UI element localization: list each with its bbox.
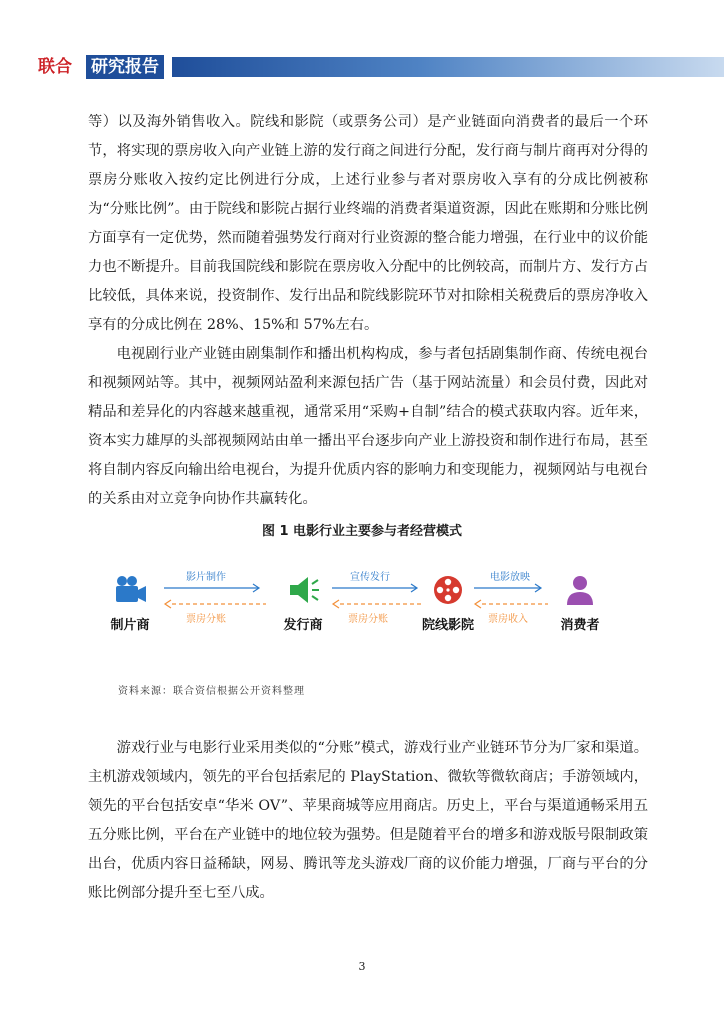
paragraph-film-revenue: 等）以及海外销售收入。院线和影院（或票务公司）是产业链面向消费者的最后一个环节，将实现的票房收入向产业链上游的发行商之间进行分配，发行商与制片商再对分得的票房分账收入按约定比例进行分成，上述行业参与者对票房收入享有的分成比例被称为“分账比例”。由于院线和影院占据行业终端的消费者渠道资源，因此在账期和分账比例方面享有一定优势，然而随着强势发行商对行业资源的整合能力增强，在行业中的议价能力也不断提升。目前我国院线和影院在票房收入分配中的比例较高，而制片方、发行方占比较低，具体来说，投资制作、发行出品和院线影院环节对扣除相关税费后的票房净收入享有的分成比例在 28%、15%和 57%左右。 — [88, 114, 648, 333]
node-distributor-label: 发行商 — [283, 618, 323, 633]
node-distributor — [268, 574, 338, 633]
megaphone-icon — [286, 574, 320, 606]
video-camera-icon — [112, 574, 148, 606]
brand-report-label: 研究报告 — [86, 55, 164, 79]
arrows-cinema-consumer — [472, 582, 550, 612]
body-text-top — [88, 108, 648, 514]
node-cinema — [418, 574, 478, 633]
film-reel-icon — [432, 574, 464, 606]
figure-source: 资料来源：联合资信根据公开资料整理 — [118, 686, 305, 697]
page-number: 3 — [358, 960, 366, 973]
header-gradient-bar — [172, 57, 724, 77]
film-industry-diagram — [100, 560, 620, 640]
figure-title: 图 1 电影行业主要参与者经营模式 — [261, 524, 463, 539]
paragraph-tv-industry: 电视剧行业产业链由剧集制作和播出机构构成，参与者包括剧集制作商、传统电视台和视频网站等。其中，视频网站盈利来源包括广告（基于网站流量）和会员付费，因此对精品和差异化的内容越来越重视，通常采用“采购+自制”结合的模式获取内容。近年来，资本实力雄厚的头部视频网站由单一播出平台逐步向产业上游投资和制作进行布局，甚至将自制内容反向输出给电视台，为提升优质内容的影响力和变现能力，视频网站与电视台的关系由对立竞争向协作共赢转化。 — [88, 346, 648, 507]
arrow-label-screening: 电影放映 — [490, 572, 530, 583]
arrow-label-box-office-share-2: 票房分账 — [348, 614, 388, 625]
arrow-label-box-office-share-1: 票房分账 — [186, 614, 226, 625]
node-consumer-label: 消费者 — [560, 618, 600, 633]
report-header — [0, 55, 724, 79]
person-icon — [564, 574, 596, 606]
node-producer-label: 制片商 — [110, 618, 150, 633]
arrow-label-promotion: 宣传发行 — [350, 572, 390, 583]
body-text-bottom — [88, 734, 648, 908]
arrows-distributor-cinema — [330, 582, 426, 612]
node-cinema-label: 院线影院 — [421, 618, 474, 633]
paragraph-gaming-industry: 游戏行业与电影行业采用类似的“分账”模式，游戏行业产业链环节分为厂家和渠道。主机游戏领域内，领先的平台包括索尼的 PlayStation、微软等微软商店；手游领域内，领先的平台包括安卓“华米 OV”、苹果商城等应用商店。历史上，平台与渠道通畅采用五五分账比例，平台在产业链中的地位较为强势。但是随着平台的增多和游戏版号限制政策出台，优质内容日益稀缺，网易、腾讯等龙头游戏厂商的议价能力增强，厂商与平台的分账比例部分提升至七至八成。 — [88, 740, 648, 901]
arrow-label-production: 影片制作 — [186, 572, 226, 583]
arrow-label-box-office-revenue: 票房收入 — [488, 614, 528, 625]
arrows-producer-distributor — [162, 582, 268, 612]
brand-name: 联合 — [38, 57, 72, 77]
node-producer — [100, 574, 160, 633]
node-consumer — [550, 574, 610, 633]
